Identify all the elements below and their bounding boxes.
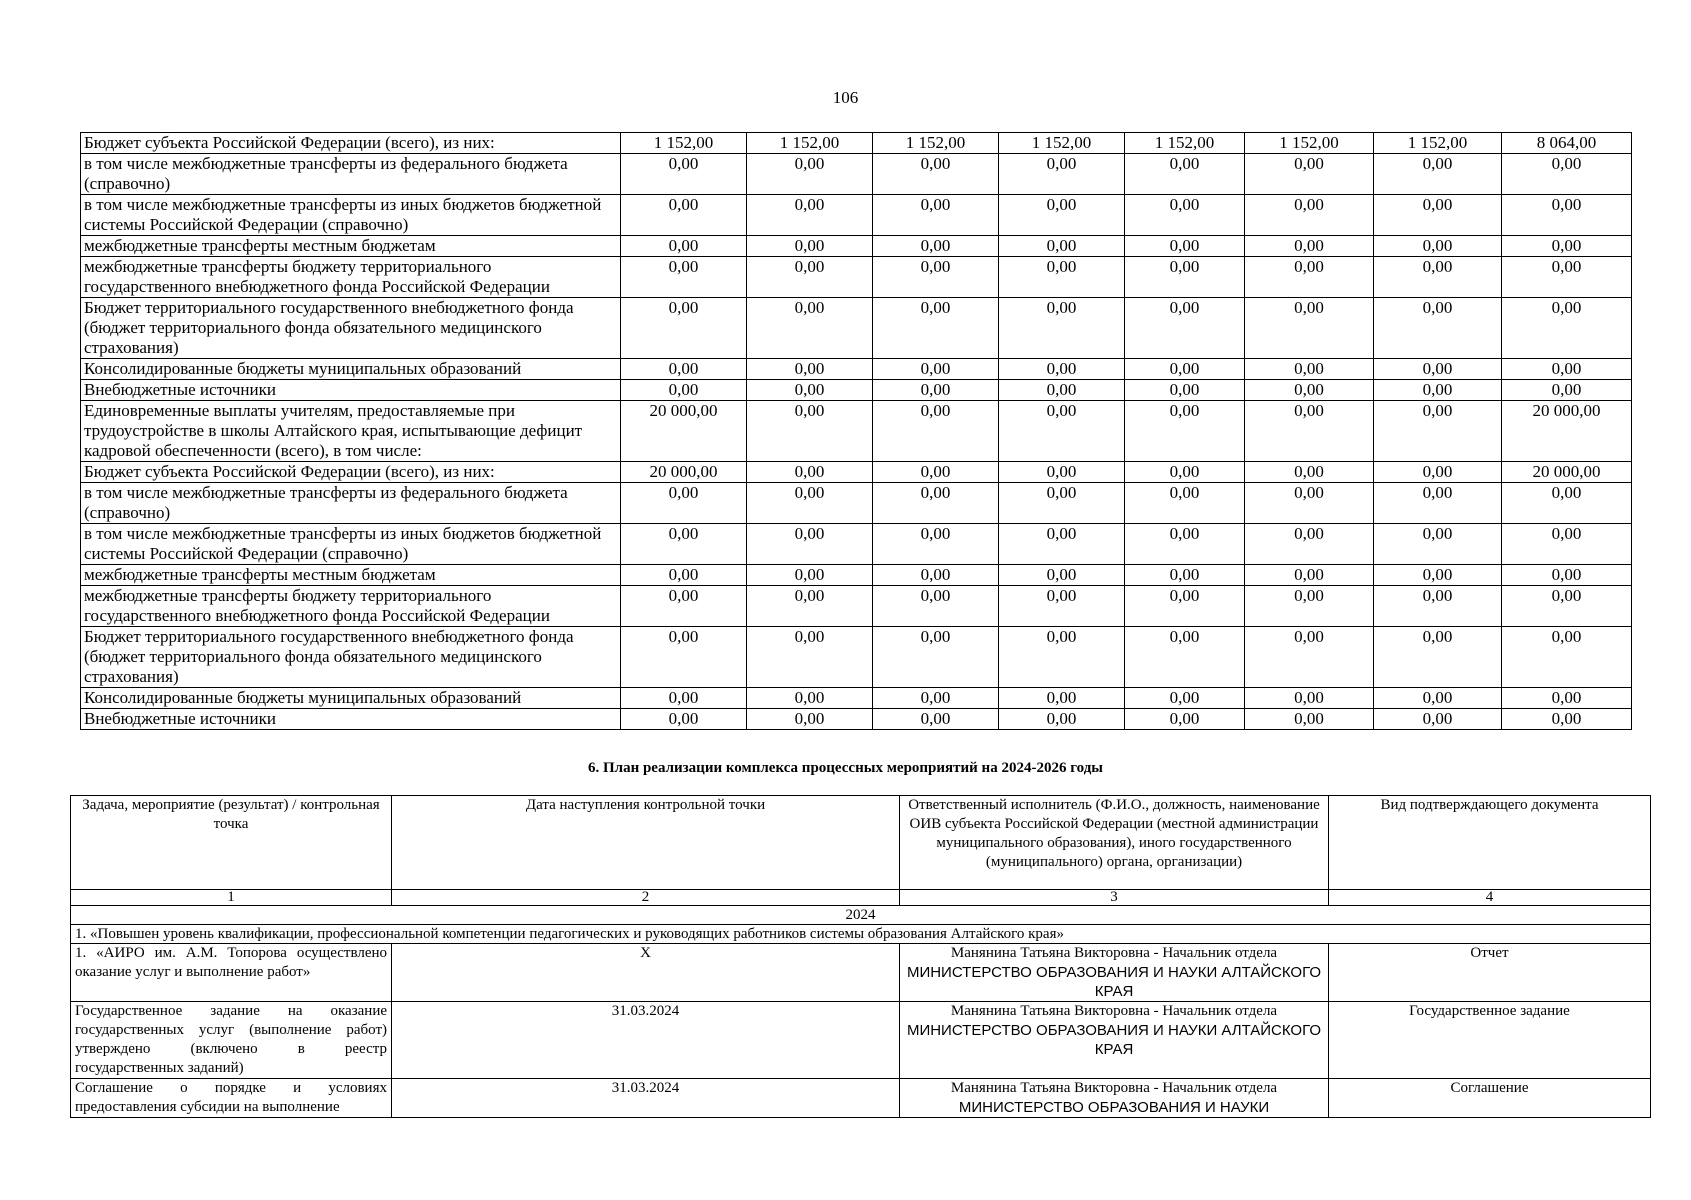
budget-value: 1 152,00: [747, 133, 873, 154]
budget-value: 0,00: [1502, 195, 1632, 236]
budget-value: 0,00: [1374, 380, 1502, 401]
column-number: 2: [392, 890, 900, 906]
document-cell: Государственное задание: [1329, 1002, 1651, 1079]
budget-value: 0,00: [621, 483, 747, 524]
budget-value: 0,00: [1502, 565, 1632, 586]
budget-value: 0,00: [1245, 298, 1374, 359]
budget-value: 0,00: [999, 565, 1125, 586]
budget-value: 0,00: [999, 688, 1125, 709]
budget-row: [81, 298, 1632, 359]
budget-value: 0,00: [873, 359, 999, 380]
budget-value: 0,00: [747, 401, 873, 462]
date-cell: 31.03.2024: [392, 1079, 900, 1118]
budget-value: 1 152,00: [873, 133, 999, 154]
budget-value: 0,00: [747, 462, 873, 483]
budget-value: 0,00: [1502, 359, 1632, 380]
budget-value: 0,00: [1125, 627, 1245, 688]
budget-row: [81, 709, 1632, 730]
budget-value: 0,00: [1125, 236, 1245, 257]
budget-row: [81, 257, 1632, 298]
budget-value: 0,00: [999, 709, 1125, 730]
header-date: Дата наступления контрольной точки: [392, 796, 900, 890]
budget-value: 0,00: [1125, 709, 1245, 730]
document-cell: Отчет: [1329, 944, 1651, 1002]
budget-row: [81, 627, 1632, 688]
budget-value: 0,00: [621, 586, 747, 627]
budget-row-label: Внебюджетные источники: [81, 709, 621, 730]
budget-value: 0,00: [873, 401, 999, 462]
budget-value: 1 152,00: [1125, 133, 1245, 154]
budget-row-label: Бюджет субъекта Российской Федерации (всего), из них:: [81, 462, 621, 483]
budget-value: 0,00: [747, 298, 873, 359]
budget-row-label: в том числе межбюджетные трансферты из иных бюджетов бюджетной системы Российской Федерации (справочно): [81, 524, 621, 565]
budget-row: [81, 401, 1632, 462]
budget-row: [81, 195, 1632, 236]
year-label: 2024: [71, 906, 1651, 925]
header-document: Вид подтверждающего документа: [1329, 796, 1651, 890]
budget-value: 0,00: [1125, 298, 1245, 359]
header-task: Задача, мероприятие (результат) / контрольная точка: [71, 796, 392, 890]
budget-row: [81, 133, 1632, 154]
budget-value: 0,00: [873, 236, 999, 257]
date-cell: X: [392, 944, 900, 1002]
budget-value: 0,00: [999, 586, 1125, 627]
budget-value: 0,00: [1502, 586, 1632, 627]
budget-value: 0,00: [1374, 565, 1502, 586]
column-number-row: [71, 890, 1651, 906]
responsible-person: Манянина Татьяна Викторовна - Начальник отдела: [950, 1003, 1278, 1019]
budget-value: 0,00: [747, 195, 873, 236]
column-number: 3: [900, 890, 1329, 906]
budget-value: 0,00: [873, 257, 999, 298]
responsible-org: МИНИСТЕРСТВО ОБРАЗОВАНИЯ И НАУКИ АЛТАЙСКОГО КРАЯ: [906, 1022, 1322, 1058]
budget-value: 0,00: [1125, 565, 1245, 586]
budget-value: 0,00: [1502, 709, 1632, 730]
budget-row-label: межбюджетные трансферты бюджету территориального государственного внебюджетного фонда Российской Федерации: [81, 586, 621, 627]
section-title: 6. План реализации комплекса процессных мероприятий на 2024-2026 годы: [587, 760, 1104, 776]
budget-row: [81, 236, 1632, 257]
budget-row: [81, 586, 1632, 627]
budget-value: 0,00: [747, 257, 873, 298]
budget-value: 0,00: [1245, 154, 1374, 195]
column-number: 1: [71, 890, 392, 906]
budget-value: 8 064,00: [1502, 133, 1632, 154]
budget-value: 0,00: [621, 565, 747, 586]
budget-value: 0,00: [747, 688, 873, 709]
budget-value: 0,00: [1245, 359, 1374, 380]
document-cell: Соглашение: [1329, 1079, 1651, 1118]
page-number: 106: [832, 88, 859, 107]
budget-row: [81, 565, 1632, 586]
budget-value: 0,00: [747, 359, 873, 380]
responsible-org: МИНИСТЕРСТВО ОБРАЗОВАНИЯ И НАУКИ АЛТАЙСКОГО КРАЯ: [906, 964, 1322, 1000]
year-row: [71, 906, 1651, 925]
budget-row-label: Внебюджетные источники: [81, 380, 621, 401]
plan-header-row: [71, 796, 1651, 890]
budget-value: 0,00: [621, 688, 747, 709]
responsible-person: Манянина Татьяна Викторовна - Начальник отдела: [950, 1080, 1278, 1096]
responsible-org: МИНИСТЕРСТВО ОБРАЗОВАНИЯ И НАУКИ: [958, 1099, 1270, 1116]
budget-value: 0,00: [1245, 236, 1374, 257]
budget-row: [81, 688, 1632, 709]
budget-value: 0,00: [1374, 236, 1502, 257]
budget-value: 0,00: [1374, 401, 1502, 462]
responsible-person: Манянина Татьяна Викторовна - Начальник отдела: [950, 945, 1278, 961]
budget-value: 0,00: [999, 154, 1125, 195]
column-number: 4: [1329, 890, 1651, 906]
budget-value: 0,00: [1125, 257, 1245, 298]
budget-value: 0,00: [747, 565, 873, 586]
budget-value: 0,00: [747, 236, 873, 257]
budget-value: 0,00: [1125, 586, 1245, 627]
budget-value: 0,00: [621, 195, 747, 236]
budget-value: 1 152,00: [1374, 133, 1502, 154]
event-cell: 1. «АИРО им. А.М. Топорова осуществлено оказание услуг и выполнение работ»: [71, 944, 392, 1002]
budget-row-label: Бюджет территориального государственного внебюджетного фонда (бюджет территориального фонда обязательного медицинского страхования): [81, 298, 621, 359]
responsible-cell: [900, 1079, 1329, 1118]
budget-row: [81, 524, 1632, 565]
budget-value: 0,00: [747, 627, 873, 688]
budget-value: 0,00: [1502, 154, 1632, 195]
budget-value: 0,00: [1502, 688, 1632, 709]
budget-value: 0,00: [621, 359, 747, 380]
budget-table: [80, 132, 1632, 730]
budget-value: 0,00: [999, 380, 1125, 401]
budget-row-label: Бюджет территориального государственного внебюджетного фонда (бюджет территориального фонда обязательного медицинского страхования): [81, 627, 621, 688]
budget-value: 0,00: [873, 627, 999, 688]
budget-value: 0,00: [1125, 462, 1245, 483]
budget-value: 0,00: [1374, 688, 1502, 709]
budget-value: 0,00: [747, 524, 873, 565]
task-label: 1. «Повышен уровень квалификации, профессиональной компетенции педагогических и руководящих работников системы образования Алтайского края»: [71, 925, 1651, 944]
budget-value: 0,00: [1125, 154, 1245, 195]
budget-value: 0,00: [1245, 483, 1374, 524]
budget-row-label: межбюджетные трансферты бюджету территориального государственного внебюджетного фонда Российской Федерации: [81, 257, 621, 298]
budget-row: [81, 483, 1632, 524]
budget-value: 0,00: [999, 627, 1125, 688]
budget-value: 0,00: [747, 483, 873, 524]
budget-value: 0,00: [621, 257, 747, 298]
budget-value: 0,00: [873, 688, 999, 709]
budget-row-label: в том числе межбюджетные трансферты из федерального бюджета (справочно): [81, 483, 621, 524]
budget-value: 0,00: [873, 380, 999, 401]
budget-value: 0,00: [621, 524, 747, 565]
task-row: [71, 925, 1651, 944]
budget-value: 0,00: [621, 709, 747, 730]
budget-row-label: межбюджетные трансферты местным бюджетам: [81, 565, 621, 586]
budget-value: 0,00: [999, 298, 1125, 359]
budget-value: 0,00: [873, 154, 999, 195]
event-cell: Соглашение о порядке и условиях предоставления субсидии на выполнение: [71, 1079, 392, 1118]
budget-value: 0,00: [1374, 154, 1502, 195]
budget-value: 1 152,00: [621, 133, 747, 154]
plan-row: [71, 1002, 1651, 1079]
budget-value: 0,00: [999, 462, 1125, 483]
budget-value: 0,00: [1125, 380, 1245, 401]
budget-value: 0,00: [1125, 359, 1245, 380]
budget-value: 0,00: [747, 380, 873, 401]
header-responsible: Ответственный исполнитель (Ф.И.О., должность, наименование ОИВ субъекта Российской Федерации (местной администрации муниципального образования), иного государственного (муниципального) органа, организации): [900, 796, 1329, 890]
budget-row-label: Бюджет субъекта Российской Федерации (всего), из них:: [81, 133, 621, 154]
budget-value: 0,00: [1245, 195, 1374, 236]
budget-value: 20 000,00: [621, 462, 747, 483]
plan-row: [71, 944, 1651, 1002]
budget-value: 0,00: [1502, 298, 1632, 359]
budget-value: 0,00: [1245, 462, 1374, 483]
budget-value: 0,00: [999, 401, 1125, 462]
budget-value: 0,00: [999, 483, 1125, 524]
budget-value: 0,00: [1125, 524, 1245, 565]
budget-value: 0,00: [747, 709, 873, 730]
plan-table: [70, 795, 1651, 1118]
budget-value: 0,00: [1502, 524, 1632, 565]
budget-row-label: в том числе межбюджетные трансферты из иных бюджетов бюджетной системы Российской Федерации (справочно): [81, 195, 621, 236]
budget-value: 0,00: [999, 257, 1125, 298]
responsible-cell: [900, 944, 1329, 1002]
budget-row: [81, 380, 1632, 401]
budget-value: 0,00: [1245, 565, 1374, 586]
budget-value: 0,00: [1374, 298, 1502, 359]
budget-value: 0,00: [1245, 524, 1374, 565]
budget-value: 0,00: [621, 380, 747, 401]
budget-value: 0,00: [1502, 483, 1632, 524]
budget-value: 0,00: [1245, 586, 1374, 627]
budget-row: [81, 359, 1632, 380]
budget-row-label: Консолидированные бюджеты муниципальных образований: [81, 359, 621, 380]
budget-value: 20 000,00: [1502, 401, 1632, 462]
budget-value: 0,00: [1374, 359, 1502, 380]
budget-value: 0,00: [873, 565, 999, 586]
budget-row-label: в том числе межбюджетные трансферты из федерального бюджета (справочно): [81, 154, 621, 195]
budget-value: 0,00: [1502, 257, 1632, 298]
budget-value: 0,00: [1374, 195, 1502, 236]
event-cell: Государственное задание на оказание государственных услуг (выполнение работ) утверждено (включено в реестр государственных заданий): [71, 1002, 392, 1079]
budget-value: 0,00: [1374, 483, 1502, 524]
budget-row-label: межбюджетные трансферты местным бюджетам: [81, 236, 621, 257]
budget-value: 0,00: [621, 627, 747, 688]
date-cell: 31.03.2024: [392, 1002, 900, 1079]
budget-value: 0,00: [621, 236, 747, 257]
budget-value: 0,00: [1502, 627, 1632, 688]
budget-value: 0,00: [873, 524, 999, 565]
budget-value: 0,00: [747, 586, 873, 627]
budget-value: 0,00: [1374, 462, 1502, 483]
responsible-cell: [900, 1002, 1329, 1079]
plan-row: [71, 1079, 1651, 1118]
budget-value: 0,00: [999, 195, 1125, 236]
budget-value: 0,00: [999, 359, 1125, 380]
budget-value: 0,00: [999, 236, 1125, 257]
budget-value: 0,00: [1502, 380, 1632, 401]
budget-value: 0,00: [1125, 195, 1245, 236]
budget-row-label: Единовременные выплаты учителям, предоставляемые при трудоустройстве в школы Алтайского края, испытывающие дефицит кадровой обеспеченности (всего), в том числе:: [81, 401, 621, 462]
budget-row: [81, 462, 1632, 483]
budget-value: 0,00: [1125, 688, 1245, 709]
budget-value: 0,00: [1125, 401, 1245, 462]
budget-value: 0,00: [1502, 236, 1632, 257]
budget-row-label: Консолидированные бюджеты муниципальных образований: [81, 688, 621, 709]
budget-value: 1 152,00: [999, 133, 1125, 154]
budget-value: 0,00: [1245, 401, 1374, 462]
budget-value: 0,00: [1245, 688, 1374, 709]
budget-value: 0,00: [873, 462, 999, 483]
budget-value: 0,00: [1374, 257, 1502, 298]
budget-value: 0,00: [1374, 524, 1502, 565]
budget-value: 0,00: [873, 586, 999, 627]
budget-value: 0,00: [1245, 380, 1374, 401]
budget-value: 20 000,00: [1502, 462, 1632, 483]
budget-value: 0,00: [1245, 257, 1374, 298]
budget-value: 0,00: [873, 298, 999, 359]
budget-value: 0,00: [1374, 709, 1502, 730]
budget-value: 0,00: [621, 298, 747, 359]
budget-value: 0,00: [1374, 586, 1502, 627]
budget-value: 20 000,00: [621, 401, 747, 462]
budget-value: 0,00: [873, 195, 999, 236]
budget-value: 0,00: [999, 524, 1125, 565]
budget-value: 0,00: [747, 154, 873, 195]
budget-row: [81, 154, 1632, 195]
budget-value: 0,00: [621, 154, 747, 195]
budget-value: 0,00: [1245, 709, 1374, 730]
budget-value: 1 152,00: [1245, 133, 1374, 154]
budget-value: 0,00: [873, 483, 999, 524]
budget-value: 0,00: [1374, 627, 1502, 688]
budget-value: 0,00: [1245, 627, 1374, 688]
budget-value: 0,00: [873, 709, 999, 730]
budget-value: 0,00: [1125, 483, 1245, 524]
